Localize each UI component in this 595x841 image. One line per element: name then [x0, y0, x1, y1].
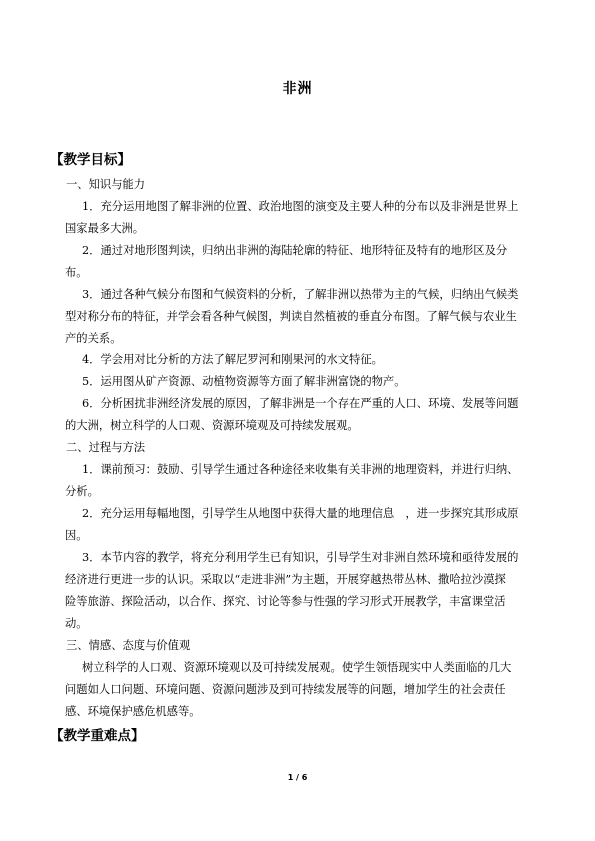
process-2-line-1: 2．充分运用每幅地图，引导学生从地图中获得大量的地理信息 ，进一步探究其形成原 — [82, 507, 519, 520]
objective-5: 5．运用图从矿产资源、动植物资源等方面了解非洲富饶的物产。 — [82, 375, 406, 388]
objective-2-line-1: 2．通过对地形图判读，归纳出非洲的海陆轮廓的特征、地形特征及特有的地形区及分 — [82, 244, 508, 257]
section-knowledge-ability: 一、知识与能力 — [66, 178, 146, 191]
page-number: 1 / 6 — [287, 773, 308, 782]
heading-key-difficult-points: 【教学重难点】 — [50, 728, 145, 744]
objective-3-line-1: 3．通过各种气候分布图和气候资料的分析，了解非洲以热带为主的气候，归纳出气候类 — [82, 288, 519, 301]
attitude-line-1: 树立科学的人口观、资源环境观以及可持续发展观。使学生领悟现实中人类面临的几大 — [82, 661, 512, 674]
section-process-method: 二、过程与方法 — [66, 441, 146, 454]
process-3-line-2: 经济进行更进一步的认识。采取以“走进非洲”为主题，开展穿越热带丛林、撒哈拉沙漠探 — [65, 573, 506, 586]
objective-3-line-3: 产的关系。 — [65, 332, 122, 345]
objective-6-line-1: 6．分析困扰非洲经济发展的原因，了解非洲是一个存在严重的人口、环境、发展等问题 — [82, 397, 519, 410]
process-2-line-2: 因。 — [65, 529, 88, 542]
process-3-line-4: 动。 — [65, 617, 88, 630]
objective-3-line-2: 型对称分布的特征，并学会看各种气候图，判读自然植被的垂直分布图。了解气候与农业生 — [65, 310, 517, 323]
process-3-line-3: 险等旅游、探险活动，以合作、探究、讨论等参与性强的学习形式开展教学，丰富课堂活 — [65, 595, 506, 608]
objective-2-line-2: 布。 — [65, 266, 88, 279]
objective-4: 4．学会用对比分析的方法了解尼罗河和刚果河的水文特征。 — [82, 353, 383, 366]
document-title: 非洲 — [282, 81, 313, 97]
objective-1-line-1: 1．充分运用地图了解非洲的位置、政治地图的演变及主要人种的分布以及非洲是世界上 — [82, 200, 519, 213]
process-1-line-1: 1．课前预习：鼓励、引导学生通过各种途径来收集有关非洲的地理资料，并进行归纳、 — [82, 463, 519, 476]
section-emotion-values: 三、情感、态度与价值观 — [66, 639, 191, 652]
process-3-line-1: 3．本节内容的教学，将充分利用学生已有知识，引导学生对非洲自然环境和亟待发展的 — [82, 551, 519, 564]
heading-teaching-objectives: 【教学目标】 — [50, 152, 131, 168]
process-1-line-2: 分析。 — [65, 485, 99, 498]
attitude-line-2: 问题如人口问题、环境问题、资源问题涉及到可持续发展等的问题，增加学生的社会责任 — [65, 683, 506, 696]
attitude-line-3: 感、环境保护感危机感等。 — [65, 705, 201, 718]
objective-6-line-2: 的大洲，树立科学的人口观、资源环境观及可持续发展观。 — [65, 419, 359, 432]
objective-1-line-2: 国家最多大洲。 — [65, 222, 145, 235]
